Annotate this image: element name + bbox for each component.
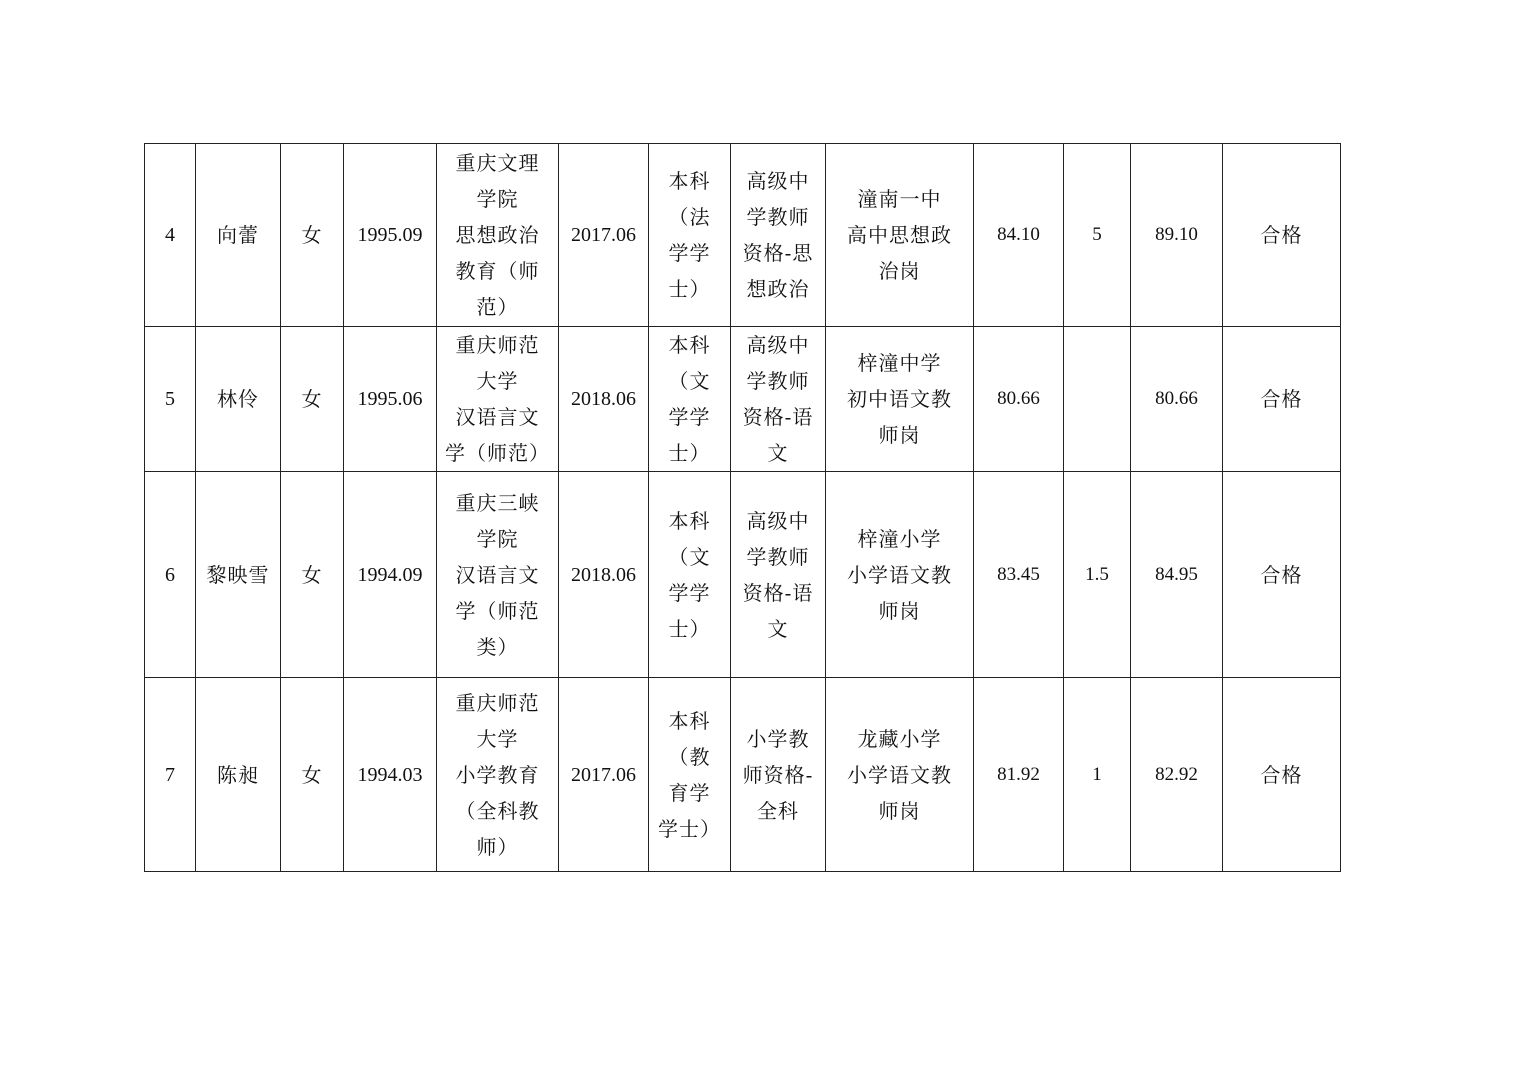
cell-bonus: 1.5 (1064, 472, 1131, 678)
cell-index: 4 (145, 144, 196, 327)
table-row (145, 678, 1341, 872)
cell-name: 陈昶 (196, 678, 281, 872)
cell-index: 6 (145, 472, 196, 678)
cell-result: 合格 (1223, 144, 1341, 327)
cell-written-score: 81.92 (974, 678, 1064, 872)
cell-result: 合格 (1223, 327, 1341, 472)
cell-degree: 本科 （文 学学 士） (649, 472, 731, 678)
cell-position: 梓潼小学 小学语文教 师岗 (826, 472, 974, 678)
cell-gender: 女 (281, 144, 344, 327)
results-table (144, 143, 1341, 872)
cell-school-major: 重庆三峡 学院 汉语言文 学（师范 类） (437, 472, 559, 678)
cell-gender: 女 (281, 472, 344, 678)
cell-certificate: 小学教 师资格- 全科 (731, 678, 826, 872)
cell-birth: 1995.06 (344, 327, 437, 472)
cell-total-score: 89.10 (1131, 144, 1223, 327)
cell-index: 5 (145, 327, 196, 472)
cell-position: 潼南一中 高中思想政 治岗 (826, 144, 974, 327)
cell-degree: 本科 （教 育学 学士） (649, 678, 731, 872)
cell-written-score: 83.45 (974, 472, 1064, 678)
cell-degree: 本科 （法 学学 士） (649, 144, 731, 327)
cell-certificate: 高级中 学教师 资格-语 文 (731, 472, 826, 678)
cell-position: 龙藏小学 小学语文教 师岗 (826, 678, 974, 872)
cell-bonus: 1 (1064, 678, 1131, 872)
cell-certificate: 高级中 学教师 资格-思 想政治 (731, 144, 826, 327)
cell-written-score: 84.10 (974, 144, 1064, 327)
cell-name: 向蕾 (196, 144, 281, 327)
cell-name: 林伶 (196, 327, 281, 472)
cell-result: 合格 (1223, 678, 1341, 872)
cell-degree: 本科 （文 学学 士） (649, 327, 731, 472)
cell-graduation: 2018.06 (559, 327, 649, 472)
cell-graduation: 2017.06 (559, 144, 649, 327)
cell-school-major: 重庆师范 大学 小学教育 （全科教 师） (437, 678, 559, 872)
cell-bonus (1064, 327, 1131, 472)
cell-index: 7 (145, 678, 196, 872)
table-row (145, 327, 1341, 472)
cell-certificate: 高级中 学教师 资格-语 文 (731, 327, 826, 472)
cell-birth: 1995.09 (344, 144, 437, 327)
cell-result: 合格 (1223, 472, 1341, 678)
cell-total-score: 84.95 (1131, 472, 1223, 678)
cell-written-score: 80.66 (974, 327, 1064, 472)
cell-gender: 女 (281, 678, 344, 872)
cell-gender: 女 (281, 327, 344, 472)
table-row (145, 472, 1341, 678)
cell-school-major: 重庆文理 学院 思想政治 教育（师 范） (437, 144, 559, 327)
cell-bonus: 5 (1064, 144, 1131, 327)
cell-graduation: 2018.06 (559, 472, 649, 678)
cell-total-score: 80.66 (1131, 327, 1223, 472)
cell-birth: 1994.03 (344, 678, 437, 872)
cell-name: 黎映雪 (196, 472, 281, 678)
table-row (145, 144, 1341, 327)
cell-position: 梓潼中学 初中语文教 师岗 (826, 327, 974, 472)
cell-birth: 1994.09 (344, 472, 437, 678)
cell-total-score: 82.92 (1131, 678, 1223, 872)
cell-graduation: 2017.06 (559, 678, 649, 872)
cell-school-major: 重庆师范 大学 汉语言文 学（师范） (437, 327, 559, 472)
